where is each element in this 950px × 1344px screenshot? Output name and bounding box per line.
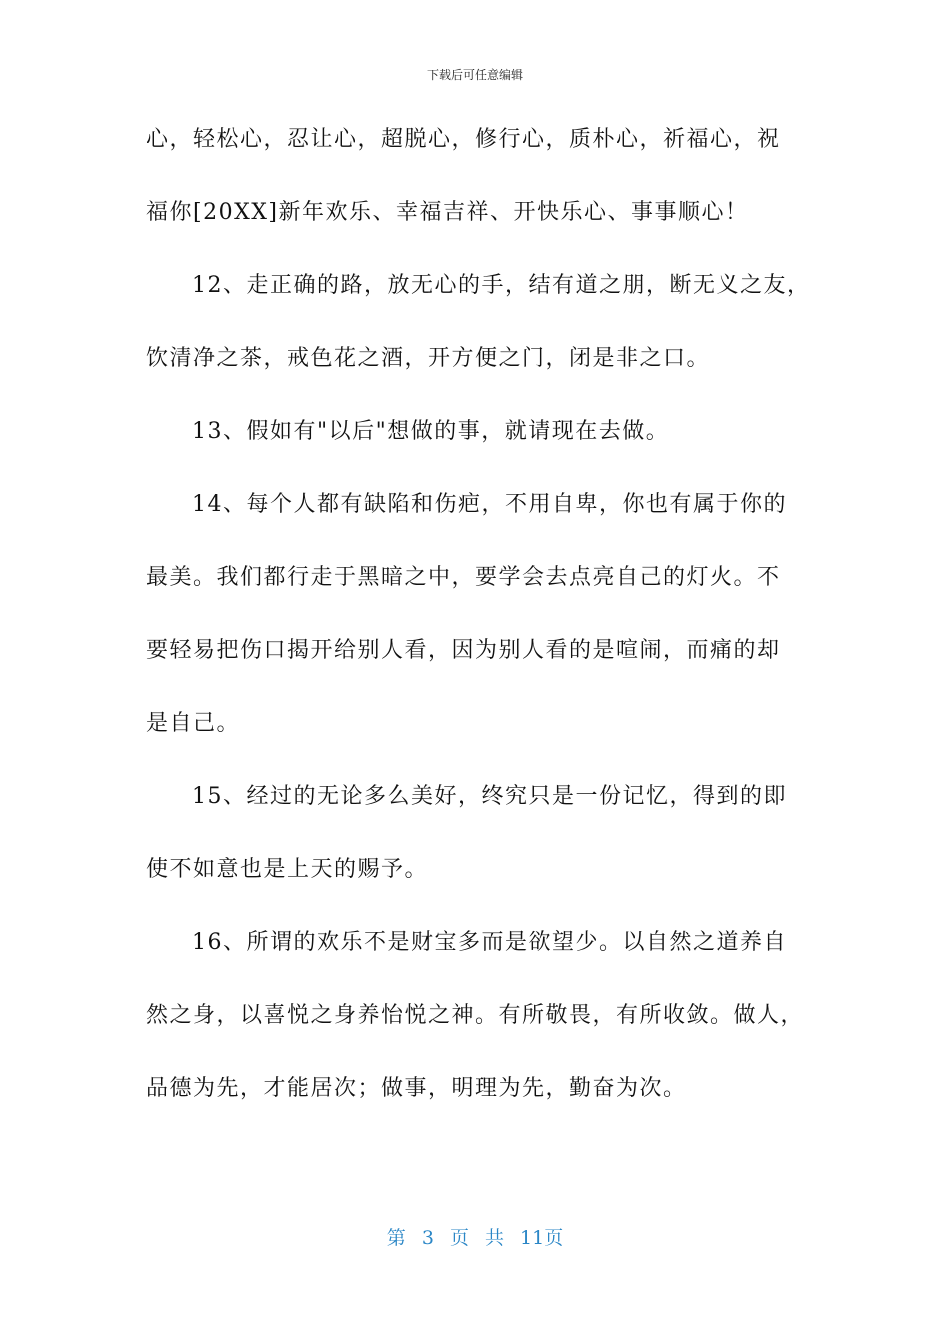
- document-body: [146, 122, 811, 1144]
- paragraph-item-16: [146, 925, 806, 1107]
- text-line: 使不如意也是上天的赐予。: [146, 857, 429, 882]
- text-line: 16、所谓的欢乐不是财宝多而是欲望少。以自然之道养自: [192, 930, 787, 955]
- text-line: 饮清净之茶，戒色花之酒，开方便之门，闭是非之口。: [146, 346, 711, 371]
- paragraph-item-14: [146, 487, 806, 742]
- text-line: 15、经过的无论多么美好，终究只是一份记忆，得到的即: [192, 784, 787, 809]
- paragraph-item-13: [146, 414, 806, 450]
- text-line: 是自己。: [146, 711, 241, 736]
- page-header: 下载后可任意编辑: [426, 68, 523, 82]
- paragraph-item-12: [146, 268, 811, 377]
- text-line: 然之身，以喜悦之身养怡悦之神。有所敬畏，有所收敛。做人，: [146, 1003, 805, 1028]
- page-number-footer: 第 3 页 共 11页: [386, 1227, 564, 1249]
- paragraph-continuation: [146, 122, 806, 231]
- paragraph-item-15: [146, 779, 806, 888]
- text-line: 要轻易把伤口揭开给别人看，因为别人看的是喧闹，而痛的却: [146, 638, 781, 663]
- text-line: 12、走正确的路，放无心的手，结有道之朋，断无义之友，: [192, 273, 811, 298]
- text-line: 14、每个人都有缺陷和伤疤，不用自卑，你也有属于你的: [192, 492, 787, 517]
- text-line: 福你[20XX]新年欢乐、幸福吉祥、开快乐心、事事顺心！: [146, 200, 749, 225]
- text-line: 心，轻松心，忍让心，超脱心，修行心，质朴心，祈福心，祝: [146, 127, 781, 152]
- text-line: 最美。我们都行走于黑暗之中，要学会去点亮自己的灯火。不: [146, 565, 781, 590]
- text-line: 品德为先，才能居次；做事，明理为先，勤奋为次。: [146, 1076, 687, 1101]
- text-line: 13、假如有"以后"想做的事，就请现在去做。: [192, 419, 670, 444]
